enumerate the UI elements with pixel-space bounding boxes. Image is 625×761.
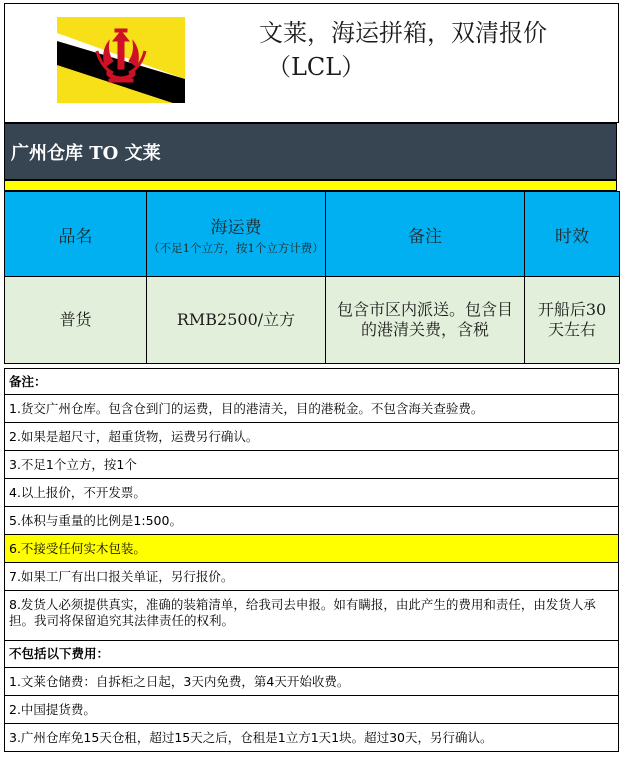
price-table [4, 191, 620, 364]
divider-strip [4, 180, 617, 191]
col-freight [147, 192, 326, 277]
notes-section [4, 368, 619, 752]
page-title [259, 16, 599, 84]
excluded-item: 1.文莱仓储费：自拆柜之日起，3天内免费，第4天开始收费。 [4, 668, 619, 696]
cell-product: 普货 [5, 277, 147, 364]
note-item: 5.体积与重量的比例是1:500。 [4, 507, 619, 535]
brunei-flag-icon [57, 17, 185, 103]
note-item-highlighted: 6.不接受任何实木包装。 [4, 535, 619, 563]
excluded-heading: 不包括以下费用： [4, 641, 619, 668]
title-line-2: （LCL） [267, 53, 366, 81]
route-band [4, 123, 617, 180]
col-transit: 时效 [525, 192, 620, 277]
note-item: 8.发货人必须提供真实，准确的装箱清单，给我司去申报。如有瞒报，由此产生的费用和责任，由发货人承担。我司将保留追究其法律责任的权利。 [4, 591, 619, 641]
col-product: 品名 [5, 192, 147, 277]
cell-freight: RMB2500/立方 [147, 277, 326, 364]
table-header-row [5, 192, 620, 277]
header [4, 3, 619, 123]
excluded-item: 2.中国提货费。 [4, 696, 619, 724]
note-item: 3.不足1个立方，按1个 [4, 451, 619, 479]
quote-sheet [4, 3, 619, 759]
note-item: 7.如果工厂有出口报关单证，另行报价。 [4, 563, 619, 591]
note-item: 1.货交广州仓库。包含仓到门的运费，目的港清关，目的港税金。不包含海关查验费。 [4, 395, 619, 423]
excluded-item: 3.广州仓库免15天仓租，超过15天之后，仓租是1立方1天1块。超过30天，另行确认。 [4, 724, 619, 752]
col-freight-label: 海运费 [210, 217, 262, 238]
route-label: 广州仓库 TO 文莱 [11, 143, 161, 164]
title-line-1: 文莱，海运拼箱，双清报价 [259, 19, 547, 47]
cell-transit: 开船后30天左右 [525, 277, 620, 364]
note-item: 4.以上报价，不开发票。 [4, 479, 619, 507]
notes-heading: 备注： [4, 368, 619, 395]
col-freight-note: （不足1个立方，按1个立方计费） [148, 240, 324, 255]
note-item: 2.如果是超尺寸，超重货物，运费另行确认。 [4, 423, 619, 451]
cell-remark: 包含市区内派送。包含目的港清关费，含税 [326, 277, 525, 364]
col-remark: 备注 [326, 192, 525, 277]
table-row [5, 277, 620, 364]
